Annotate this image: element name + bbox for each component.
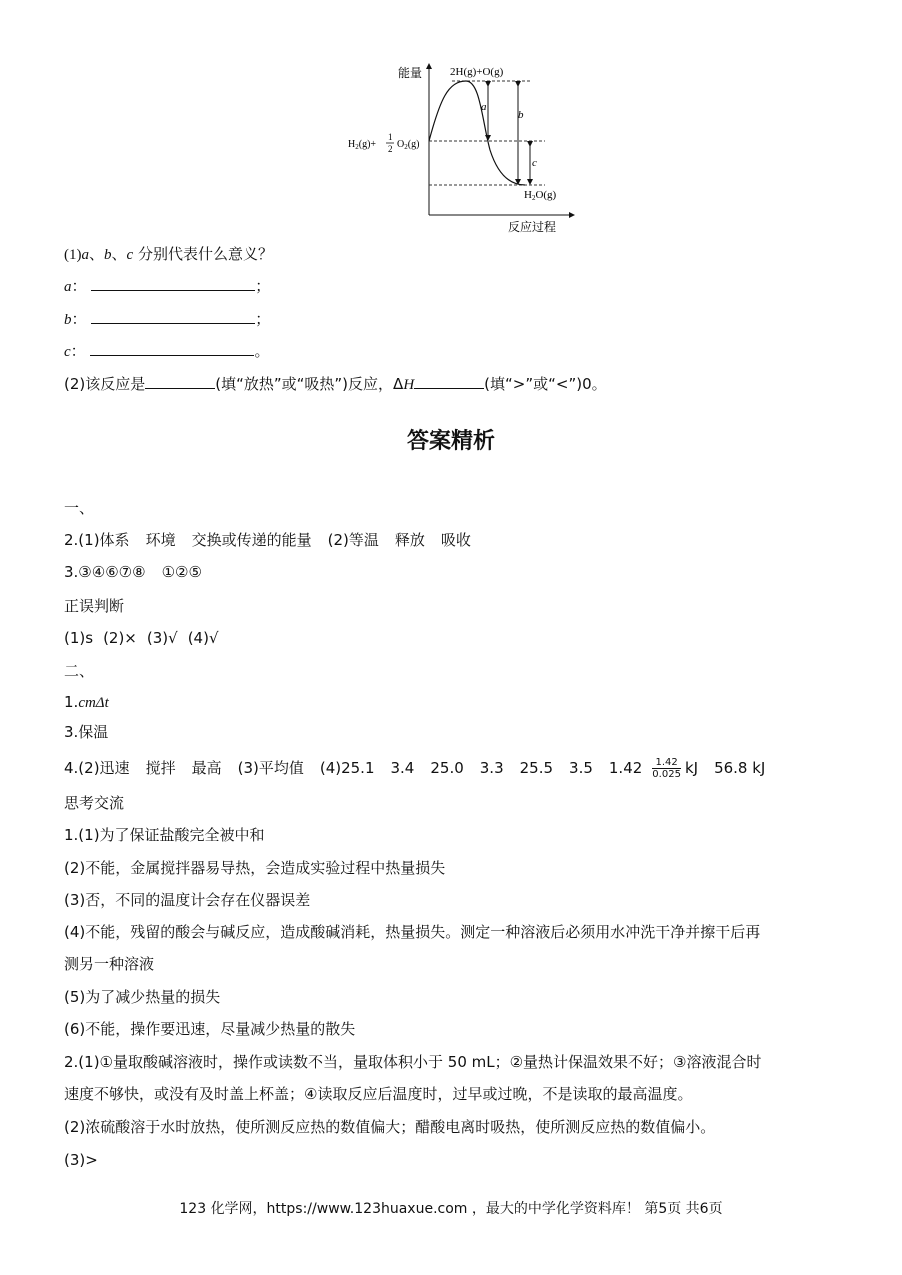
answer-1-3: 3.③④⑥⑦⑧ ①②⑤ — [64, 563, 202, 581]
answer-2-1: 1.cmΔt — [64, 693, 109, 711]
label-c: c — [532, 157, 537, 169]
reactant-label: $H_2(g)+$ — [348, 139, 377, 151]
think-1-4a: (4)不能，残留的酸会与碱反应，造成酸碱消耗，热量损失。测定一种溶液后必须用水冲洗干净并擦干后再 — [64, 923, 761, 941]
top-state-label: 2H(g)+O(g) — [450, 66, 504, 78]
true-false-title: 正误判断 — [64, 597, 125, 615]
reactant-o-label: $O_2(g)$ — [397, 139, 420, 151]
part-1-label: 一、 — [64, 499, 95, 517]
question-2: (2)该反应是 (填“放热”或“吸热”)反应，ΔH (填“>”或“<”)0。 — [64, 375, 607, 393]
think-2-3: (3)> — [64, 1151, 98, 1169]
think-1-4b: 测另一种溶液 — [64, 955, 155, 973]
think-1-6: (6)不能，操作要迅速，尽量减少热量的散失 — [64, 1020, 356, 1038]
question-1: (1)a、b、c 分别代表什么意义？ — [64, 245, 273, 263]
blank-sign[interactable] — [414, 374, 484, 389]
think-1-3: (3)否，不同的温度计会存在仪器误差 — [64, 891, 311, 909]
energy-curve — [429, 81, 525, 185]
blank-c[interactable] — [90, 341, 254, 356]
reactant-frac-num: 1 — [388, 132, 393, 142]
answer-line-a: a： ； — [64, 277, 271, 295]
page-footer: 123 化学网，https://www.123huaxue.com ，最大的中学化学资料库！ 第5页 共6页 — [179, 1201, 723, 1217]
y-axis-label: 能量 — [398, 66, 423, 80]
label-b: b — [518, 109, 524, 121]
think-2-1b: 速度不够快，或没有及时盖上杯盖；④读取反应后温度时，过早或过晚，不是读取的最高温度。 — [64, 1085, 693, 1103]
think-title: 思考交流 — [64, 794, 125, 812]
answer-2-4: 4.(2)迅速 搅拌 最高 (3)平均值 (4)25.1 3.4 25.0 3.3 25.5 3.5 1.42 $\frac{1.42}{0.025}$ kJ 56.8 kJ — [64, 757, 766, 780]
think-1-5: (5)为了减少热量的损失 — [64, 988, 221, 1006]
blank-exo-endo[interactable] — [145, 374, 215, 389]
label-a: a — [481, 101, 487, 113]
part-2-label: 二、 — [64, 662, 95, 680]
energy-diagram — [340, 60, 580, 240]
true-false-answers: (1)s (2)× (3)√ (4)√ — [64, 629, 219, 647]
answer-line-b: b： ； — [64, 310, 271, 328]
think-2-1a: 2.(1)①量取酸碱溶液时，操作或读数不当，量取体积小于 50 mL；②量热计保温效果不好；③溶液混合时 — [64, 1053, 762, 1071]
answer-1-2: 2.(1)体系 环境 交换或传递的能量 (2)等温 释放 吸收 — [64, 531, 471, 549]
think-1-2: (2)不能，金属搅拌器易导热，会造成实验过程中热量损失 — [64, 859, 446, 877]
answer-line-c: c： 。 — [64, 342, 270, 360]
x-axis-label: 反应过程 — [508, 220, 557, 234]
product-label: H2O(g) — [524, 189, 557, 202]
reactant-frac-den: 2 — [388, 144, 393, 154]
answers-heading: 答案精析 — [406, 429, 495, 454]
answer-2-3: 3.保温 — [64, 723, 109, 741]
fraction: $\frac{1.42}{0.025}$ — [652, 757, 681, 780]
think-2-2: (2)浓硫酸溶于水时放热，使所测反应热的数值偏大；醋酸电离时吸热，使所测反应热的数值偏小。 — [64, 1118, 716, 1136]
blank-b[interactable] — [91, 309, 255, 324]
think-1-1: 1.(1)为了保证盐酸完全被中和 — [64, 826, 265, 844]
blank-a[interactable] — [91, 276, 255, 291]
